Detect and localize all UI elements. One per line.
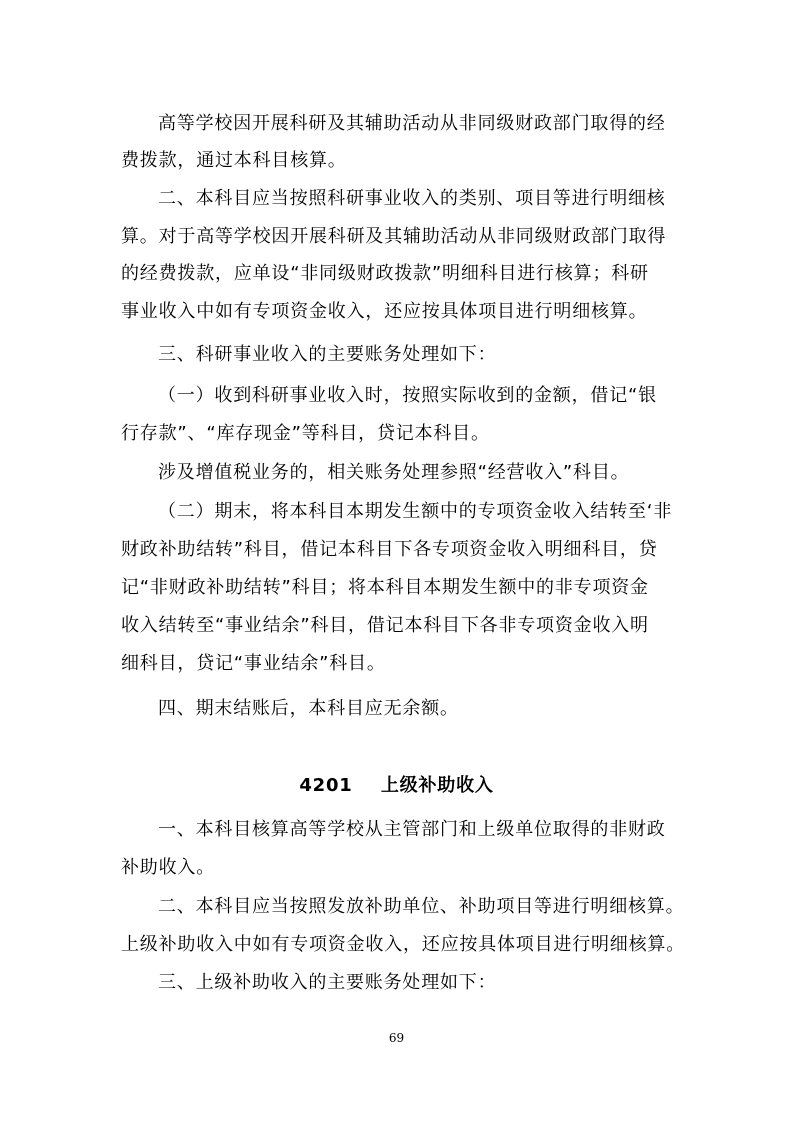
paragraph-line: 记“非财政补助结转”科目；将本科目本期发生额中的非专项资金: [121, 577, 649, 598]
paragraph-line: 的经费拨款，应单设“非同级财政拨款”明细科目进行核算；科研: [121, 263, 649, 284]
paragraph-line: 高等学校因开展科研及其辅助活动从非同级财政部门取得的经: [158, 113, 666, 134]
paragraph-line: 收入结转至“事业结余”科目，借记本科目下各非专项资金收入明: [121, 615, 649, 636]
paragraph-line: 补助收入。: [121, 857, 215, 878]
section-heading: 4201 上级补助收入: [299, 775, 494, 796]
paragraph-line: 细科目，贷记“事业结余”科目。: [121, 653, 386, 674]
paragraph-line: 财政补助结转”科目，借记本科目下各专项资金收入明细科目，贷: [121, 539, 658, 560]
paragraph-line: 三、科研事业收入的主要账务处理如下：: [158, 344, 497, 365]
paragraph-line: 费拨款，通过本科目核算。: [121, 150, 347, 171]
paragraph-line: 二、本科目应当按照发放补助单位、补助项目等进行明细核算。: [158, 896, 685, 917]
paragraph-line: 行存款”、“库存现金”等科目，贷记本科目。: [121, 423, 490, 444]
paragraph-line: （二）期末，将本科目本期发生额中的专项资金收入结转至‘非: [158, 501, 673, 522]
paragraph-line: 上级补助收入中如有专项资金收入，还应按具体项目进行明细核算。: [121, 934, 685, 955]
paragraph-line: 一、本科目核算高等学校从主管部门和上级单位取得的非财政: [158, 819, 666, 840]
paragraph-line: 事业收入中如有专项资金收入，还应按具体项目进行明细核算。: [121, 301, 648, 322]
paragraph-line: 四、期末结账后，本科目应无余额。: [158, 698, 459, 719]
paragraph-line: 三、上级补助收入的主要账务处理如下：: [158, 972, 497, 993]
paragraph-line: 二、本科目应当按照科研事业收入的类别、项目等进行明细核: [158, 188, 666, 209]
paragraph-line: （一）收到科研事业收入时，按照实际收到的金额，借记“银: [158, 385, 657, 406]
page-number: 69: [388, 1031, 405, 1045]
paragraph-line: 涉及增值税业务的，相关账务处理参照“经营收入”科目。: [158, 462, 630, 483]
paragraph-line: 算。对于高等学校因开展科研及其辅助活动从非同级财政部门取得: [121, 226, 667, 247]
